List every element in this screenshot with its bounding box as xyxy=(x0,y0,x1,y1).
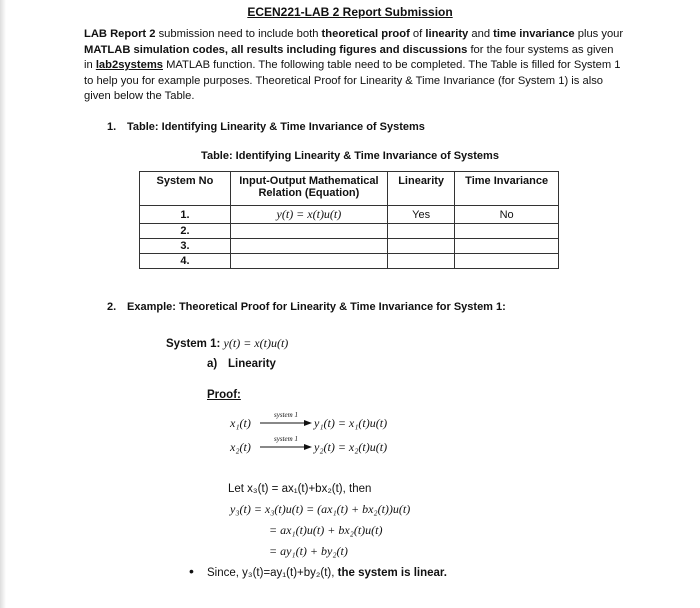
cell-linearity[interactable] xyxy=(387,254,454,269)
systems-table xyxy=(139,171,559,269)
let-line: Let x₃(t) = ax₁(t)+bx₂(t), then xyxy=(228,483,372,495)
table-row xyxy=(140,224,559,239)
cell-eq[interactable] xyxy=(230,239,387,254)
proof-label: Proof: xyxy=(207,389,241,401)
intro-bold-proof: theoretical proof xyxy=(321,28,410,40)
intro-text: plus your xyxy=(574,28,624,40)
col-linearity: Linearity xyxy=(387,172,454,206)
table-header-row xyxy=(140,172,559,206)
intro-text: for the four systems as given in xyxy=(84,43,614,72)
map1-input: x₁(t) xyxy=(230,416,251,430)
intro-text: MATLAB function. The following table need to be completed. The Table is filled for System 1 to help you for example purposes. Theoretical Proof for Linearity & Time Invariance (for System 1) is also given below the Table. xyxy=(84,59,621,103)
intro-text: of xyxy=(409,28,426,40)
conclusion-text: Since, y₃(t)=ay₁(t)+by₂(t), xyxy=(207,567,338,579)
cell-time-invariance[interactable] xyxy=(455,224,559,239)
intro-text: submission need to include both xyxy=(155,28,322,40)
cell-no[interactable]: 4. xyxy=(140,254,231,269)
page-edge-shadow xyxy=(0,0,6,608)
map1-output: y₁(t) = x₁(t)u(t) xyxy=(314,416,388,430)
map2-arrow-label: system 1 xyxy=(274,435,298,443)
sub-a-title: Linearity xyxy=(228,358,276,370)
cell-time-invariance[interactable]: No xyxy=(455,206,559,224)
intro-text: and xyxy=(468,28,494,40)
conclusion-bold: the system is linear. xyxy=(337,567,447,579)
sub-a-marker: a) xyxy=(207,358,218,370)
equation-line-2: = ax₁(t)u(t) + bx₂(t)u(t) xyxy=(269,523,383,537)
col-system-no: System No xyxy=(140,172,231,206)
cell-time-invariance[interactable] xyxy=(455,239,559,254)
cell-no[interactable]: 1. xyxy=(140,206,231,224)
map2-output: y₂(t) = x₂(t)u(t) xyxy=(314,440,388,454)
col-time-invariance: Time Invariance xyxy=(455,172,559,206)
conclusion-line xyxy=(207,567,447,579)
system1-line xyxy=(166,336,288,351)
section2-heading: Example: Theoretical Proof for Linearity & Time Invariance for System 1: xyxy=(127,301,506,313)
cell-time-invariance[interactable] xyxy=(455,254,559,269)
lab2systems-link: lab2systems xyxy=(95,59,163,72)
section1-number: 1. xyxy=(107,121,117,133)
cell-no[interactable]: 3. xyxy=(140,239,231,254)
intro-bold-matlab: MATLAB simulation codes, all results including figures and discussions xyxy=(84,43,468,56)
table-row xyxy=(140,239,559,254)
map1-arrow xyxy=(260,411,312,427)
cell-linearity[interactable] xyxy=(387,224,454,239)
page-title: ECEN221-LAB 2 Report Submission xyxy=(247,5,453,19)
section1-heading: Table: Identifying Linearity & Time Invariance of Systems xyxy=(127,121,425,133)
cell-eq[interactable] xyxy=(230,254,387,269)
cell-no[interactable]: 2. xyxy=(140,224,231,239)
map1-arrow-label: system 1 xyxy=(274,411,298,419)
equation-line-3: = ay₁(t) + by₂(t) xyxy=(269,544,348,558)
right-arrow-icon xyxy=(260,419,312,427)
cell-linearity[interactable] xyxy=(387,239,454,254)
map2-input: x₂(t) xyxy=(230,440,251,454)
table-row xyxy=(140,206,559,224)
table-caption: Table: Identifying Linearity & Time Invariance of Systems xyxy=(201,150,499,162)
table-row xyxy=(140,254,559,269)
lab-report-label: LAB Report 2 xyxy=(84,28,156,40)
bullet-marker: • xyxy=(189,563,194,579)
intro-paragraph xyxy=(84,27,624,105)
cell-eq[interactable]: y(t) = x(t)u(t) xyxy=(230,206,387,224)
cell-linearity[interactable]: Yes xyxy=(387,206,454,224)
intro-bold-time-invariance: time invariance xyxy=(493,28,575,40)
map2-arrow xyxy=(260,435,312,451)
cell-eq[interactable] xyxy=(230,224,387,239)
section2-number: 2. xyxy=(107,301,117,313)
intro-bold-linearity: linearity xyxy=(425,28,469,40)
system1-label: System 1: xyxy=(166,338,221,350)
equation-line-1: y₃(t) = x₃(t)u(t) = (ax₁(t) + bx₂(t))u(t) xyxy=(230,502,411,516)
col-equation: Input-Output Mathematical Relation (Equation) xyxy=(230,172,387,206)
system1-equation: y(t) = x(t)u(t) xyxy=(223,336,289,350)
right-arrow-icon xyxy=(260,443,312,451)
